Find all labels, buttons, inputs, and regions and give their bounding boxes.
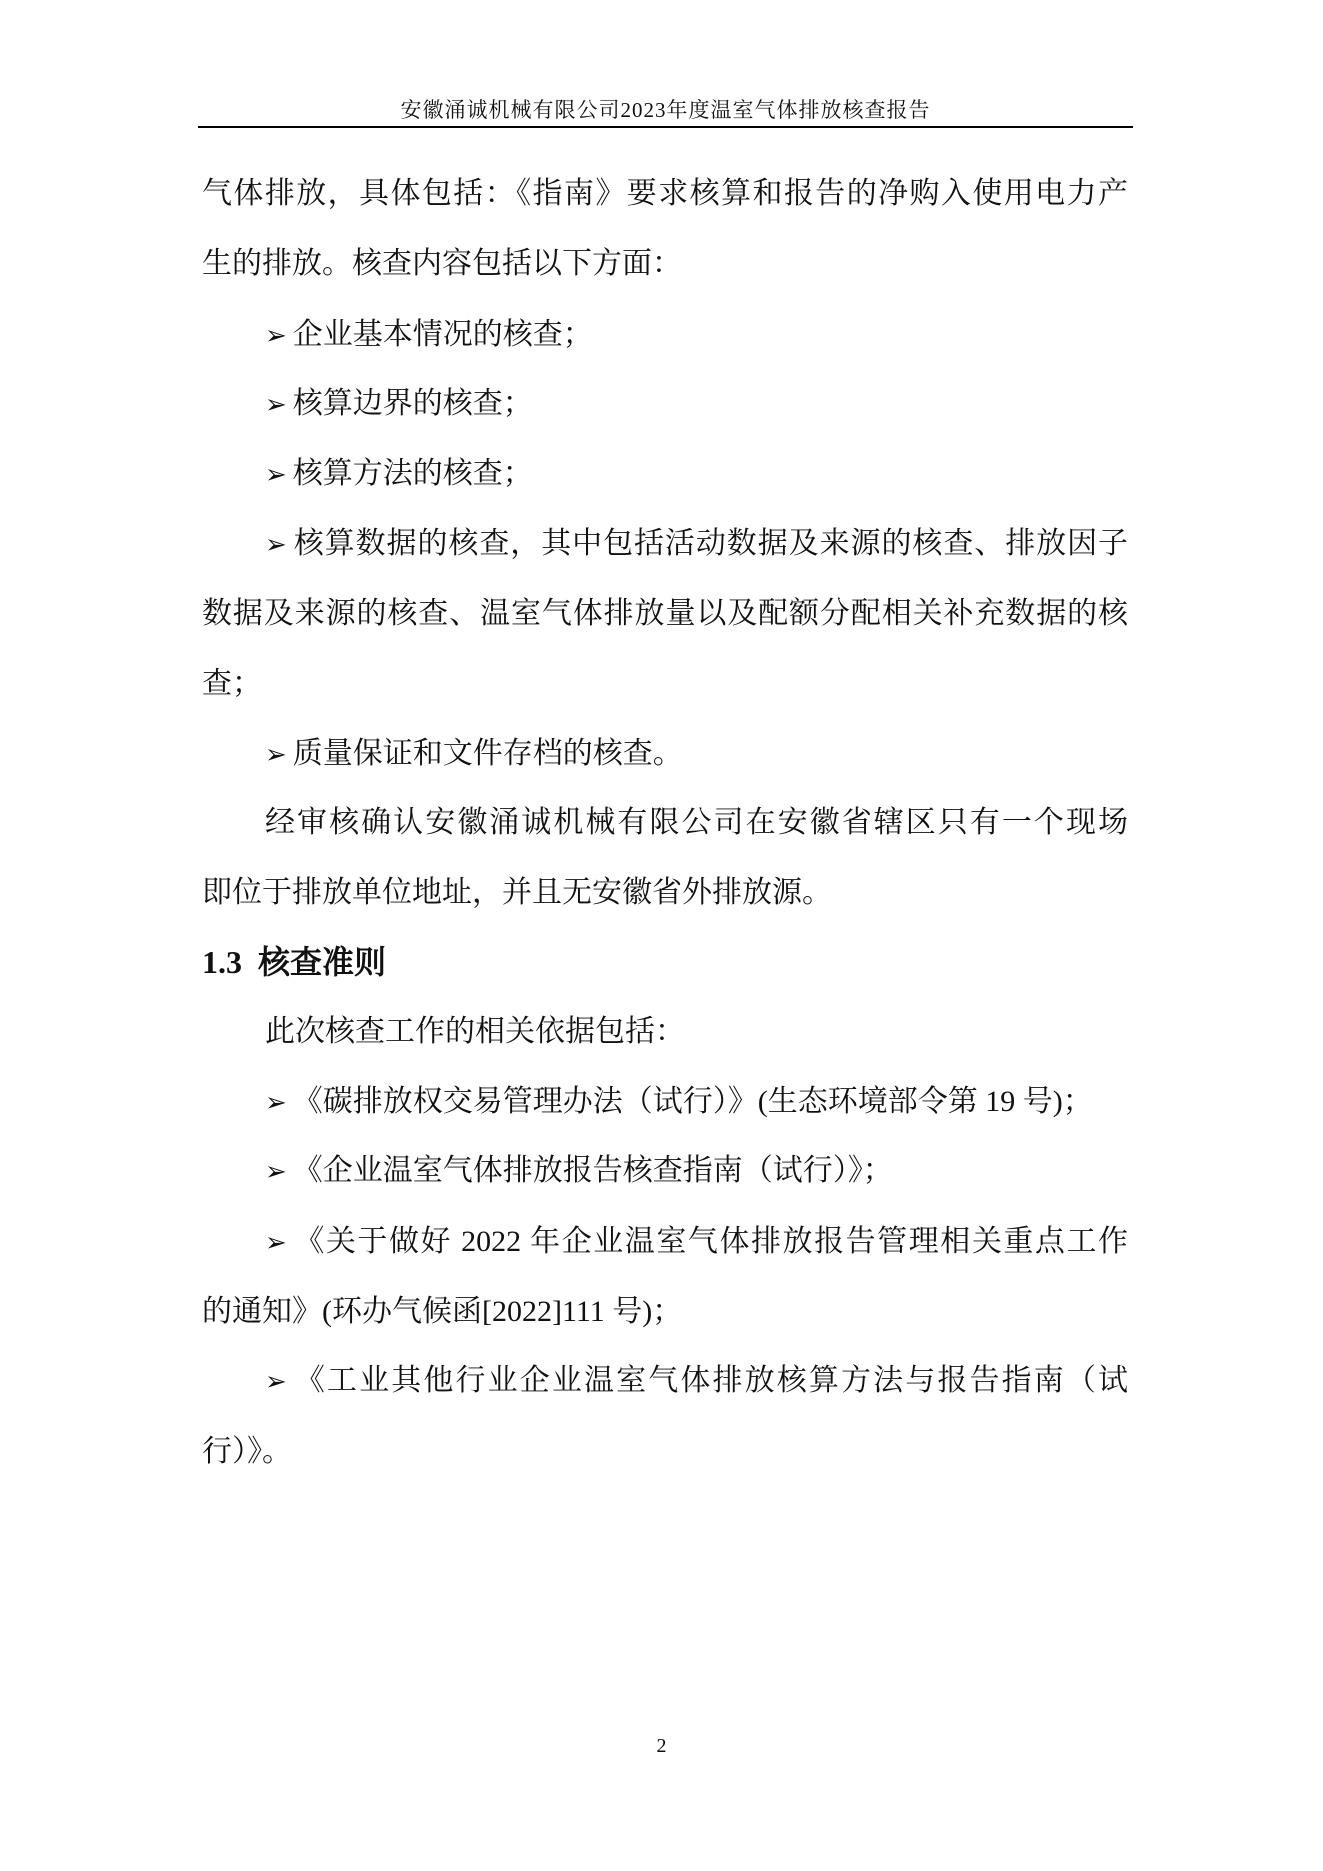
list-item [265, 300, 1128, 370]
arrow-bullet-icon: ➢ [265, 460, 287, 489]
list-item-text: 《碳排放权交易管理办法（试行）》(生态环境部令第 19 号)； [292, 1085, 1093, 1118]
section-heading [202, 927, 1128, 997]
paragraph-line: 生的排放。核查内容包括以下方面： [202, 247, 682, 280]
arrow-bullet-icon: ➢ [265, 530, 287, 559]
header-rule [198, 126, 1133, 128]
list-item [265, 1136, 1128, 1206]
list-item-text: 核算边界的核查； [292, 387, 533, 420]
arrow-bullet-icon: ➢ [265, 1367, 287, 1396]
list-item-text: 企业基本情况的核查； [292, 318, 593, 351]
paragraph-line: 行）》。 [202, 1435, 292, 1468]
page-number: 2 [656, 1735, 667, 1757]
arrow-bullet-icon: ➢ [265, 390, 287, 419]
arrow-bullet-icon: ➢ [265, 1088, 287, 1117]
list-item [265, 509, 1128, 579]
paragraph-line: 数据及来源的核查、温室气体排放量以及配额分配相关补充数据的核 [202, 597, 1128, 630]
paragraph-line: 气体排放，具体包括：《指南》要求核算和报告的净购入使用电力产 [202, 177, 1128, 210]
section-title: 核查准则 [258, 944, 387, 980]
list-item [265, 439, 1128, 509]
arrow-bullet-icon: ➢ [265, 1157, 287, 1186]
list-item-text: 《关于做好 2022 年企业温室气体排放报告管理相关重点工作 [292, 1225, 1128, 1258]
section-number: 1.3 [202, 944, 242, 980]
list-item [265, 1346, 1128, 1416]
list-item-text: 《企业温室气体排放报告核查指南（试行）》； [292, 1154, 893, 1187]
list-item [265, 369, 1128, 439]
list-item-text: 《工业其他行业企业温室气体排放核算方法与报告指南（试 [292, 1364, 1128, 1397]
list-item [265, 1067, 1128, 1137]
paragraph-line: 查； [202, 667, 262, 700]
paragraph-line: 的通知》(环办气候函[2022]111 号)； [202, 1295, 683, 1328]
arrow-bullet-icon: ➢ [265, 321, 287, 350]
list-item-text: 核算方法的核查； [292, 457, 533, 490]
list-item [265, 719, 1128, 789]
paragraph-line: 经审核确认安徽涌诚机械有限公司在安徽省辖区只有一个现场 [265, 806, 1128, 839]
paragraph-line: 即位于排放单位地址，并且无安徽省外排放源。 [202, 876, 832, 909]
list-item [265, 1207, 1128, 1277]
list-item-text: 质量保证和文件存档的核查。 [292, 737, 683, 770]
arrow-bullet-icon: ➢ [265, 1228, 287, 1257]
running-header: 安徽涌诚机械有限公司2023年度温室气体排放核查报告 [400, 98, 931, 122]
paragraph-line: 此次核查工作的相关依据包括： [265, 1015, 685, 1048]
arrow-bullet-icon: ➢ [265, 740, 287, 769]
list-item-text: 核算数据的核查，其中包括活动数据及来源的核查、排放因子 [292, 527, 1128, 560]
